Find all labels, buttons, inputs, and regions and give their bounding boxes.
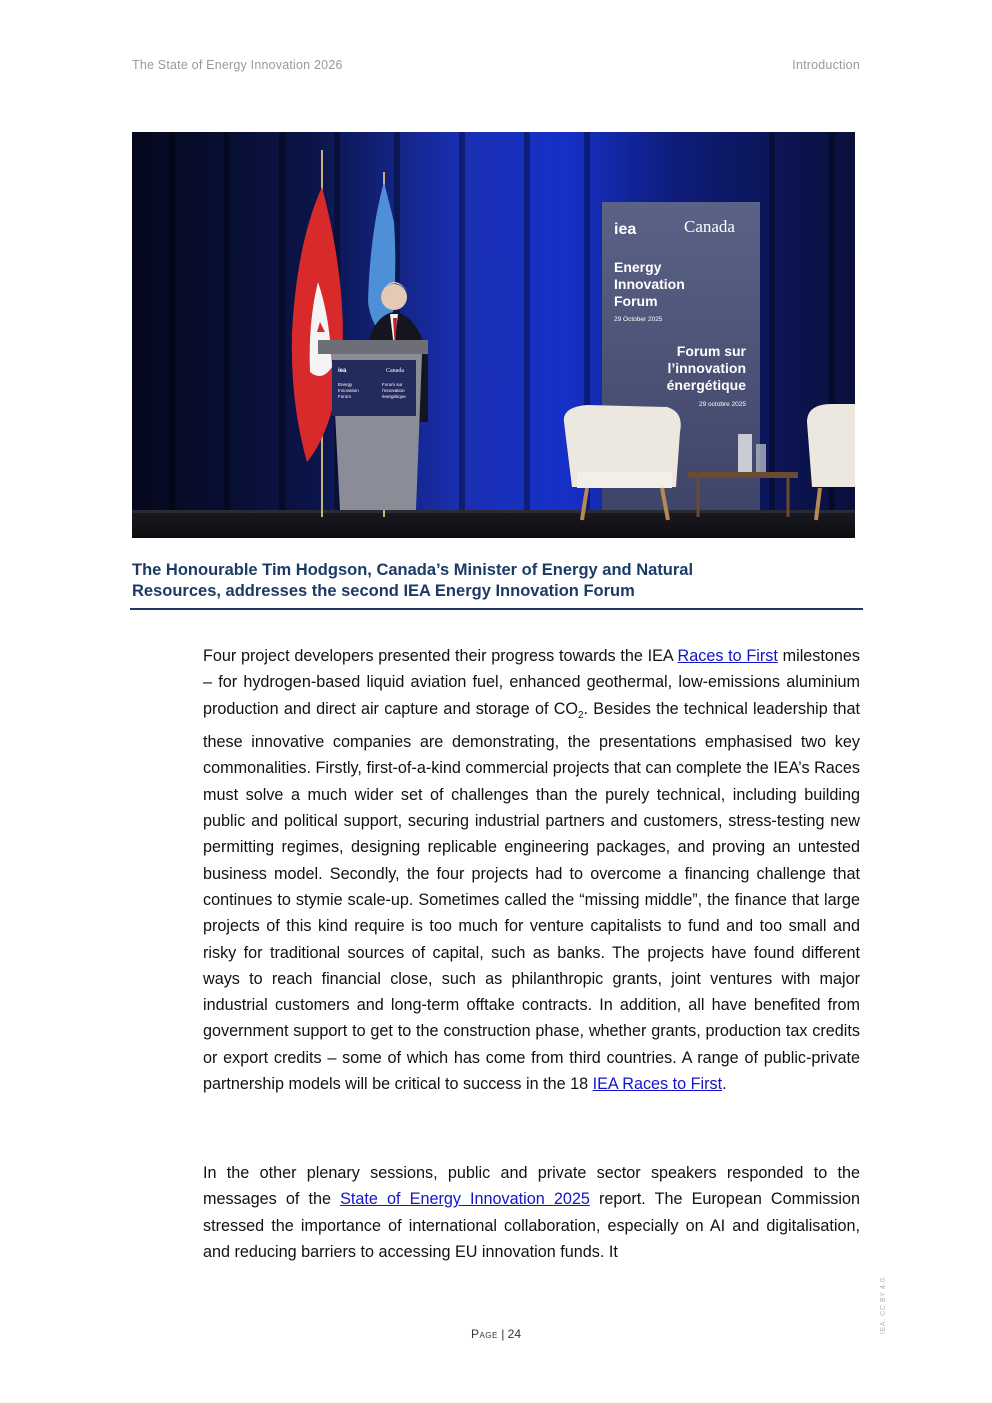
- p1-text-4: .: [722, 1074, 727, 1093]
- iea-races-to-first-link[interactable]: IEA Races to First: [592, 1074, 723, 1093]
- page-label: Page: [470, 1327, 498, 1341]
- paragraph-races-to-first: [203, 643, 860, 1097]
- podium-fr-2: l’innovation: [382, 388, 405, 393]
- page-separator: |: [501, 1327, 505, 1341]
- running-header-title: The State of Energy Innovation 2026: [132, 58, 343, 72]
- p1-text-3: . Besides the technical leadership that these innovative companies are demonstrating, the presentations emphasised two key commonalities. Firstly, first-of-a-kind commercial projects that can complete the IEA’s Races must solve a much wider set of challenges than the purely technical, including building public and political support, securing industrial partners and customers, stress-testing new permitting regimes, designing replicable engineering packages, and proving an untested business model. Secondly, the four projects had to overcome a financing challenge that continues to stymie scale-up. Sometimes called the “missing middle”, the finance that large projects of this kind require is too much for venture capitalists to fund and too small and risky for traditional sources of capital, such as banks. The projects have found different ways to reach financial close, such as philanthropic grants, joint ventures with major industrial customers and long-term offtake contracts. In addition, all have benefited from government support to get to the construction phase, whether grants, production tax credits or export credits – some of which has come from third countries. A range of public-private partnership models will be critical to success in the 18: [203, 699, 860, 1093]
- caption-line-2: Resources, addresses the second IEA Energy Innovation Forum: [132, 582, 635, 600]
- license-note: IEA. CC BY 4.0.: [880, 1274, 887, 1334]
- banner-date-en: 29 October 2025: [614, 316, 663, 323]
- caption-divider: [130, 608, 863, 610]
- podium-en-2: Innovation: [338, 388, 359, 393]
- figure-caption: [132, 560, 832, 602]
- p2-text-1: In the other plenary sessions, public and private sector speakers responded to the messages of the: [203, 1164, 860, 1209]
- page-number: 24: [507, 1327, 522, 1341]
- event-photo: [132, 132, 855, 538]
- banner-date-fr: 29 octobre 2025: [699, 401, 746, 408]
- races-to-first-link[interactable]: Races to First: [677, 647, 778, 665]
- podium-fr-3: énergétique: [382, 394, 406, 399]
- banner-title-en-2: Innovation: [614, 276, 685, 292]
- podium-fr-1: Forum sur: [382, 382, 403, 387]
- banner-title-fr-3: énergétique: [666, 377, 746, 393]
- p2-text-2: report. The European Commission stressed the importance of international collaboration, especially on AI and digitalisation, and reducing barriers to accessing EU innovation funds. It: [203, 1190, 860, 1261]
- running-header-section: Introduction: [792, 58, 860, 72]
- state-of-energy-innovation-2025-link[interactable]: State of Energy Innovation 2025: [340, 1190, 590, 1209]
- banner-title-fr-1: Forum sur: [676, 343, 746, 359]
- page-footer: [0, 1327, 992, 1341]
- podium-en-1: Energy: [338, 382, 353, 387]
- banner-title-en-3: Forum: [614, 293, 658, 309]
- podium-en-3: Forum: [338, 394, 352, 399]
- caption-line-1: The Honourable Tim Hodgson, Canada’s Minister of Energy and Natural: [132, 561, 694, 579]
- podium-country: Canada: [386, 368, 404, 374]
- banner-title-fr-2: l’innovation: [667, 360, 746, 376]
- p1-text-2: milestones – for hydrogen-based liquid aviation fuel, enhanced geothermal, low-emissions aluminium production and direct air capture and storage of CO: [203, 647, 860, 718]
- banner-logo: iea: [614, 221, 637, 238]
- p1-text-1: Four project developers presented their progress towards the IEA: [203, 647, 678, 665]
- co2-subscript: 2: [577, 709, 584, 721]
- paragraph-plenary-sessions: [203, 1160, 860, 1265]
- banner-title-en-1: Energy: [614, 259, 662, 275]
- podium-logo: iea: [338, 368, 347, 374]
- banner-country: Canada: [684, 217, 735, 236]
